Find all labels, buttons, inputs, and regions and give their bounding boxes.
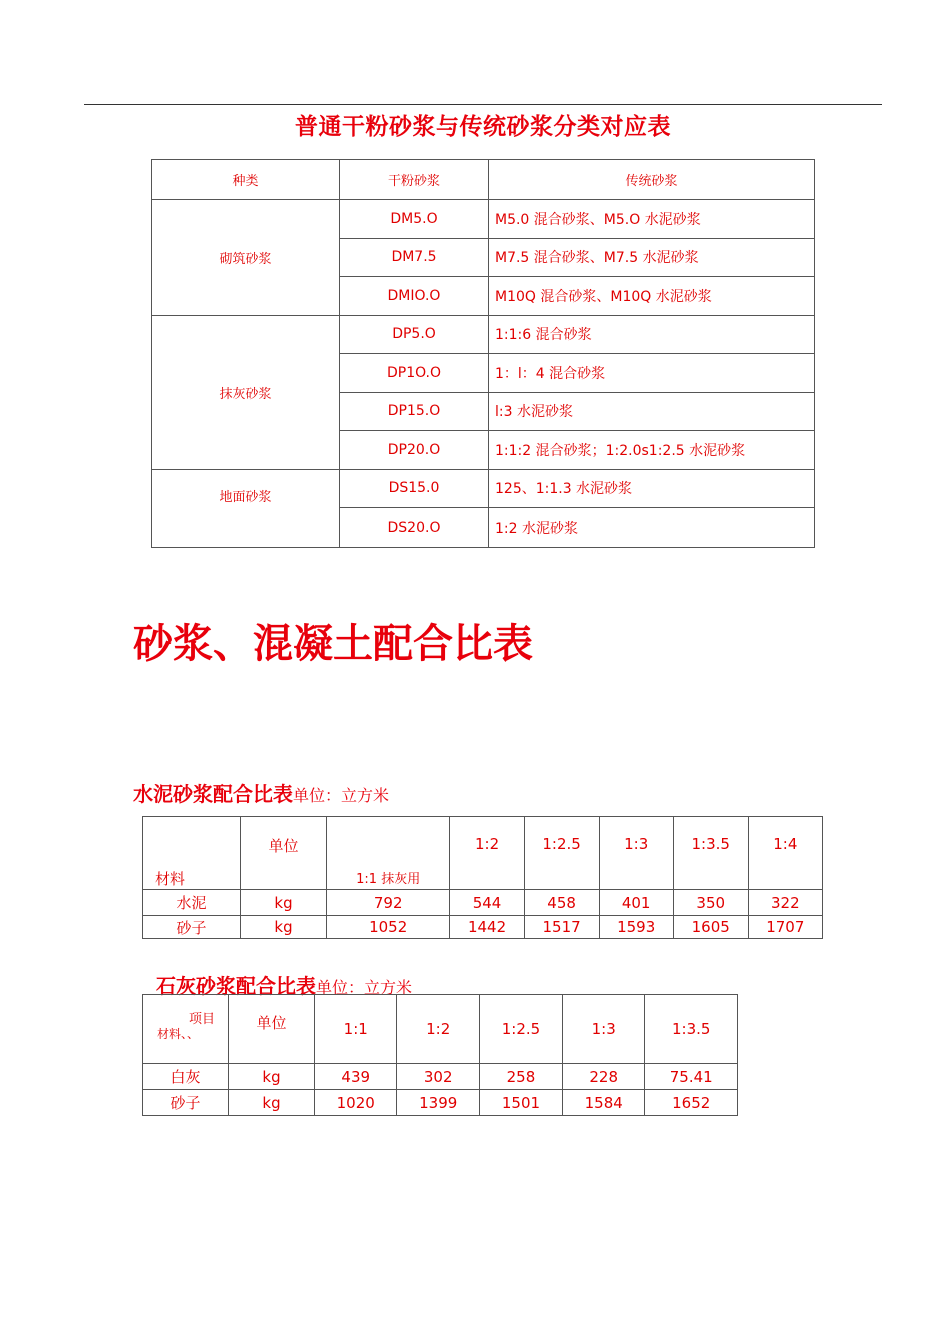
material-cell: 白灰 <box>143 1064 229 1090</box>
ratio-header: 1:3.5 <box>645 995 738 1064</box>
unit-cell: kg <box>241 890 327 916</box>
cement-mortar-table <box>142 816 823 939</box>
lime-mortar-unit: 单位：立方米 <box>316 978 413 997</box>
value-cell: 322 <box>748 890 822 916</box>
traditional-mortar-cell: l:3 水泥砂浆 <box>489 392 815 431</box>
dry-mortar-cell: DS20.O <box>340 508 489 548</box>
value-cell: 302 <box>397 1064 479 1090</box>
value-cell: 792 <box>327 890 450 916</box>
ratio-header: 1:2 <box>450 817 524 890</box>
value-cell: 458 <box>524 890 599 916</box>
dry-mortar-cell: DM5.O <box>340 200 489 239</box>
table-header-row <box>152 160 815 200</box>
dry-mortar-cell: DP15.O <box>340 392 489 431</box>
dry-mortar-cell: DP1O.O <box>340 354 489 393</box>
value-cell: 1020 <box>315 1090 397 1116</box>
ratio-header: 1:2.5 <box>524 817 599 890</box>
traditional-mortar-cell: 1：l：4 混合砂浆 <box>489 354 815 393</box>
value-cell: 1517 <box>524 916 599 939</box>
value-cell: 258 <box>479 1064 562 1090</box>
unit-cell: kg <box>229 1090 315 1116</box>
value-cell: 1652 <box>645 1090 738 1116</box>
dry-mortar-cell: DMIO.O <box>340 277 489 316</box>
dry-mortar-cell: DM7.5 <box>340 238 489 277</box>
table-row <box>152 469 815 508</box>
traditional-mortar-cell: 1:2 水泥砂浆 <box>489 508 815 548</box>
table-row <box>143 1090 738 1116</box>
table-row <box>143 890 823 916</box>
ratio-header: 1:3 <box>562 995 644 1064</box>
cement-mortar-title-text: 水泥砂浆配合比表 <box>133 782 293 806</box>
traditional-mortar-cell: M5.0 混合砂浆、M5.O 水泥砂浆 <box>489 200 815 239</box>
value-cell: 75.41 <box>645 1064 738 1090</box>
value-cell: 1593 <box>599 916 673 939</box>
value-cell: 1605 <box>673 916 748 939</box>
unit-cell: kg <box>241 916 327 939</box>
header-rule <box>84 104 882 105</box>
ratio-header: 1:4 <box>748 817 822 890</box>
unit-header: 单位 <box>241 817 327 890</box>
traditional-mortar-cell: 1:1:2 混合砂浆；1:2.0s1:2.5 水泥砂浆 <box>489 431 815 470</box>
ratio-header: 1:3.5 <box>673 817 748 890</box>
value-cell: 1399 <box>397 1090 479 1116</box>
ratio-header: 1:3 <box>599 817 673 890</box>
lime-mortar-title-text: 石灰砂浆配合比表 <box>156 974 316 998</box>
corner-item-label: 项目 <box>189 1012 216 1027</box>
value-cell: 1501 <box>479 1090 562 1116</box>
table-row <box>143 1064 738 1090</box>
value-cell: 350 <box>673 890 748 916</box>
value-cell: 1052 <box>327 916 450 939</box>
kind-cell: 砌筑砂浆 <box>152 200 340 316</box>
value-cell: 228 <box>562 1064 644 1090</box>
material-cell: 砂子 <box>143 1090 229 1116</box>
dry-mortar-cell: DS15.0 <box>340 469 489 508</box>
lime-mortar-table <box>142 994 738 1116</box>
header-dry-mortar: 干粉砂浆 <box>340 160 489 200</box>
table-row <box>152 200 815 239</box>
dry-mortar-cell: DP20.O <box>340 431 489 470</box>
ratio-header: 1:2 <box>397 995 479 1064</box>
kind-cell: 抹灰砂浆 <box>152 315 340 469</box>
material-cell: 水泥 <box>143 890 241 916</box>
unit-header: 单位 <box>229 995 315 1064</box>
classification-table-title: 普通干粉砂浆与传统砂浆分类对应表 <box>295 114 671 140</box>
table-header-row <box>143 995 738 1064</box>
ratio-header: 1:2.5 <box>479 995 562 1064</box>
table-row <box>152 315 815 354</box>
traditional-mortar-cell: 125、1:1.3 水泥砂浆 <box>489 469 815 508</box>
traditional-mortar-cell: 1:1:6 混合砂浆 <box>489 315 815 354</box>
table-header-row <box>143 817 823 890</box>
dry-mortar-cell: DP5.O <box>340 315 489 354</box>
traditional-mortar-cell: M7.5 混合砂浆、M7.5 水泥砂浆 <box>489 238 815 277</box>
material-corner-cell: 材料 <box>143 817 241 890</box>
ratio-header: 1:1 <box>315 995 397 1064</box>
corner-material-label: 材料、、 <box>157 1027 200 1041</box>
unit-cell: kg <box>229 1064 315 1090</box>
cement-mortar-title <box>133 778 389 807</box>
header-traditional-mortar: 传统砂浆 <box>489 160 815 200</box>
traditional-mortar-cell: M10Q 混合砂浆、M10Q 水泥砂浆 <box>489 277 815 316</box>
mix-ratio-section-title: 砂浆、混凝土配合比表 <box>133 621 533 667</box>
header-kind: 种类 <box>152 160 340 200</box>
cement-mortar-unit: 单位：立方米 <box>293 786 390 805</box>
value-cell: 1707 <box>748 916 822 939</box>
value-cell: 401 <box>599 890 673 916</box>
value-cell: 439 <box>315 1064 397 1090</box>
value-cell: 1584 <box>562 1090 644 1116</box>
material-corner-cell <box>143 995 229 1064</box>
material-cell: 砂子 <box>143 916 241 939</box>
value-cell: 544 <box>450 890 524 916</box>
mortar-classification-table <box>151 159 815 548</box>
value-cell: 1442 <box>450 916 524 939</box>
table-row <box>143 916 823 939</box>
kind-cell: 地面砂浆 <box>152 469 340 548</box>
ratio-header: 1:1 抹灰用 <box>327 817 450 890</box>
